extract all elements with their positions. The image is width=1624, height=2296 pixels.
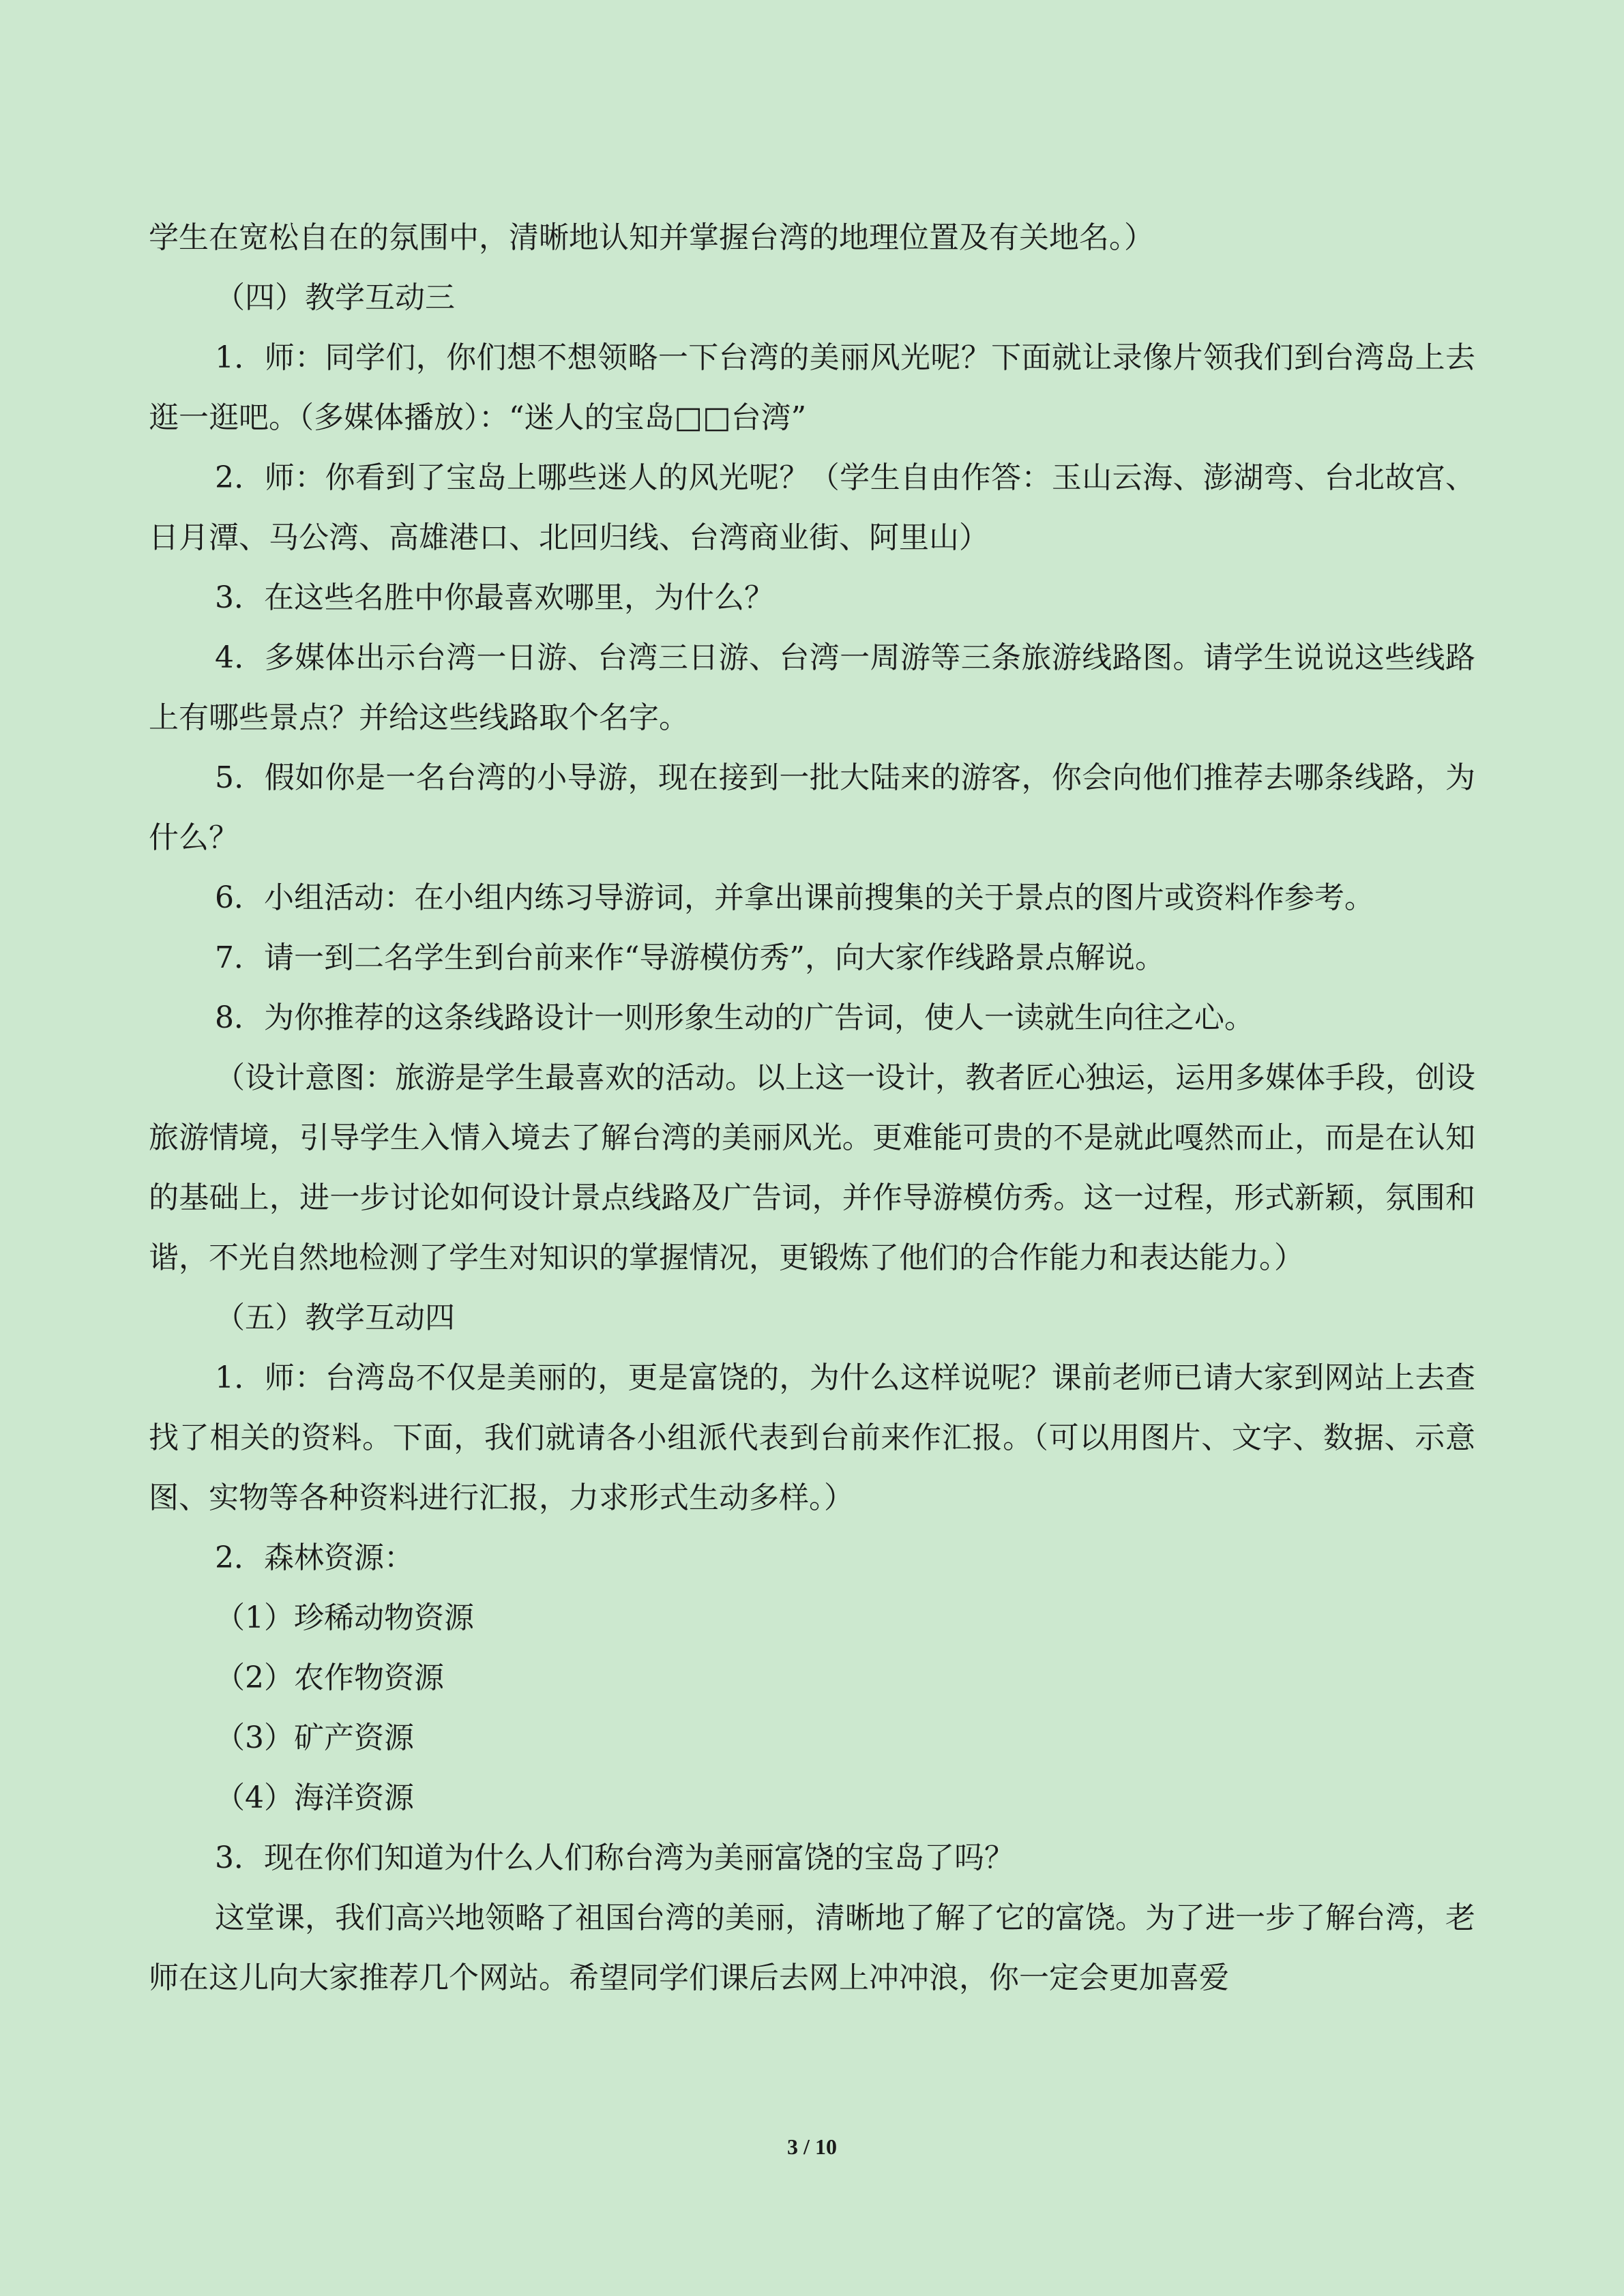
list-item-1: 1．师：同学们，你们想不想领略一下台湾的美丽风光呢？下面就让录像片领我们到台湾岛上去逛一逛吧。（多媒体播放）：“迷人的宝岛□□台湾” [149,340,1475,435]
section-heading-interaction-3: （四）教学互动三 [215,280,455,315]
list-item-2: 2．森林资源： [215,1540,414,1575]
sub-item-2: （2）农作物资源 [215,1660,444,1695]
design-intent-note: （设计意图：旅游是学生最喜欢的活动。以上这一设计，教者匠心独运，运用多媒体手段，创设旅游情境，引导学生入情入境去了解台湾的美丽风光。更难能可贵的不是就此嘎然而止，而是在认知的基础上，进一步讨论如何设计景点线路及广告词，并作导游模仿秀。这一过程，形式新颖，氛围和谐，不光自然地检测了学生对知识的掌握情况，更锻炼了他们的合作能力和表达能力。） [149,1060,1475,1275]
section-heading-interaction-4: （五）教学互动四 [215,1300,455,1335]
list-item-1: 1．师：台湾岛不仅是美丽的，更是富饶的，为什么这样说呢？课前老师已请大家到网站上去查找了相关的资料。下面，我们就请各小组派代表到台前来作汇报。（可以用图片、文字、数据、示意图、实物等各种资料进行汇报，力求形式生动多样。） [149,1360,1475,1515]
sub-item-1: （1）珍稀动物资源 [215,1600,474,1635]
list-item-3: 3．现在你们知道为什么人们称台湾为美丽富饶的宝岛了吗？ [215,1840,1014,1875]
list-item-6: 6．小组活动：在小组内练习导游词，并拿出课前搜集的关于景点的图片或资料作参考。 [215,880,1374,915]
sub-item-3: （3）矿产资源 [215,1720,414,1755]
paragraph-continuation: 学生在宽松自在的氛围中，清晰地认知并掌握台湾的地理位置及有关地名。） [149,220,1154,255]
list-item-5: 5．假如你是一名台湾的小导游，现在接到一批大陆来的游客，你会向他们推荐去哪条线路，为什么？ [149,760,1475,855]
list-item-8: 8．为你推荐的这条线路设计一则形象生动的广告词，使人一读就生向往之心。 [215,1000,1254,1035]
list-item-3: 3．在这些名胜中你最喜欢哪里，为什么？ [215,580,774,615]
list-item-4: 4．多媒体出示台湾一日游、台湾三日游、台湾一周游等三条旅游线路图。请学生说说这些线路上有哪些景点？并给这些线路取个名字。 [149,640,1475,735]
page-number: 3 / 10 [787,2134,837,2159]
document-body [149,208,1475,2008]
closing-paragraph: 这堂课，我们高兴地领略了祖国台湾的美丽，清晰地了解了它的富饶。为了进一步了解台湾，老师在这儿向大家推荐几个网站。希望同学们课后去网上冲冲浪，你一定会更加喜爱 [149,1900,1475,1995]
list-item-7: 7．请一到二名学生到台前来作“导游模仿秀”，向大家作线路景点解说。 [215,940,1165,975]
sub-item-4: （4）海洋资源 [215,1780,414,1815]
list-item-2: 2．师：你看到了宝岛上哪些迷人的风光呢？（学生自由作答：玉山云海、澎湖弯、台北故宫、日月潭、马公湾、高雄港口、北回归线、台湾商业街、阿里山） [149,460,1475,555]
